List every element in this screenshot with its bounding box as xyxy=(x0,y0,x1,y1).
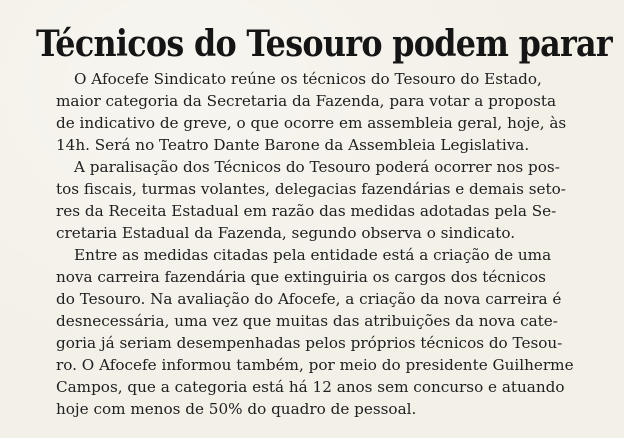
paragraph-3-line-8: hoje com menos de 50% do quadro de pessoal. xyxy=(56,400,417,418)
paragraph-3-line-4: desnecessária, uma vez que muitas das atribuições da nova cate- xyxy=(56,312,558,330)
paragraph-3-line-3: do Tesouro. Na avaliação do Afocefe, a criação da nova carreira é xyxy=(56,290,562,308)
paragraph-1-line-2: maior categoria da Secretaria da Fazenda, para votar a proposta xyxy=(56,92,557,110)
paragraph-3-line-5: goria já seriam desempenhadas pelos próprios técnicos do Tesou- xyxy=(56,334,563,352)
paragraph-1-line-1: O Afocefe Sindicato reúne os técnicos do Tesouro do Estado, xyxy=(74,70,542,88)
paragraph-3-line-2: nova carreira fazendária que extinguiria os cargos dos técnicos xyxy=(56,268,546,286)
paragraph-3-line-1: Entre as medidas citadas pela entidade está a criação de uma xyxy=(74,246,552,264)
paragraph-1-line-3: de indicativo de greve, o que ocorre em assembleia geral, hoje, às xyxy=(56,114,567,132)
paragraph-3-line-6: ro. O Afocefe informou também, por meio do presidente Guilherme xyxy=(56,356,574,374)
paragraph-2-line-4: cretaria Estadual da Fazenda, segundo observa o sindicato. xyxy=(56,224,516,242)
paragraph-3-line-7: Campos, que a categoria está há 12 anos sem concurso e atuando xyxy=(56,378,565,396)
paragraph-1-line-4: 14h. Será no Teatro Dante Barone da Assembleia Legislativa. xyxy=(56,136,530,154)
paragraph-2-line-1: A paralisação dos Técnicos do Tesouro poderá ocorrer nos pos- xyxy=(74,158,560,176)
paragraph-2-line-2: tos fiscais, turmas volantes, delegacias fazendárias e demais seto- xyxy=(56,180,566,198)
paragraph-2-line-3: res da Receita Estadual em razão das medidas adotadas pela Se- xyxy=(56,202,557,220)
headline: Técnicos do Tesouro podem parar xyxy=(36,23,612,65)
article-body xyxy=(56,68,616,420)
